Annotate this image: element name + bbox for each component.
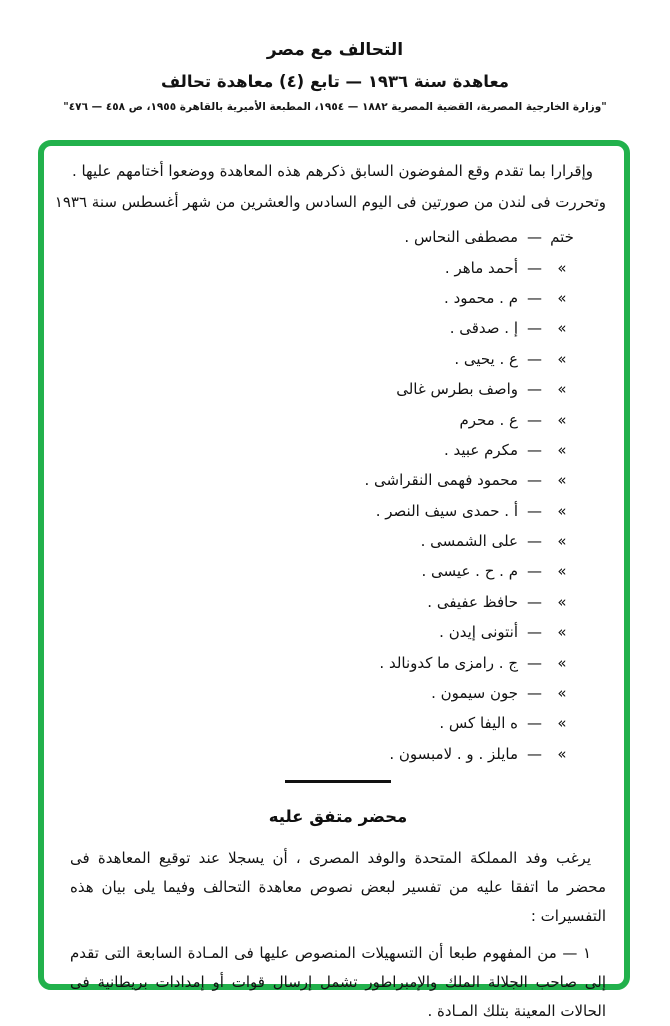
signature-name: مكرم عبيد .	[443, 440, 518, 459]
signature-ditto-mark: »	[557, 349, 567, 368]
signature-ditto-mark: »	[557, 471, 567, 490]
signature-dash: —	[527, 258, 542, 277]
interpretation-item-1: ١ — من المفهوم طبعا أن التسهيلات المنصوص عليها فى المـادة السابعة التى تقدم إلى صاحب الجلالة الملك والإمبراطور تشمل إرسال قوات أو إمدادات بريطانية فى الحالات المعينة بتلك المـادة .	[70, 944, 606, 1021]
signature-dash: —	[527, 319, 542, 338]
signature-row	[70, 222, 582, 252]
treaty-subtitle: معاهدة سنة ١٩٣٦ — تابع (٤) معاهدة تحالف	[160, 72, 510, 91]
section-heading: محضر متفق عليه	[268, 807, 408, 827]
signature-ditto-mark: »	[557, 714, 567, 733]
signature-name: ه اليفا كس .	[439, 714, 518, 733]
signature-ditto-mark: »	[557, 288, 567, 307]
signature-name: واصف بطرس غالى	[396, 380, 518, 399]
signature-dash: —	[527, 410, 542, 429]
signature-row	[70, 526, 582, 556]
signature-name: أ . حمدى سيف النصر .	[375, 501, 518, 520]
signature-row	[70, 435, 582, 465]
agreed-minute-paragraph: يرغب وفد المملكة المتحدة والوفد المصرى ، أن يسجلا عند توقيع المعاهدة فى محضر ما اتفقا عليه من تفسير لبعض نصوص معاهدة التحالف وفيما يلى بيان هذه التفسيرات :	[70, 849, 606, 926]
signature-row	[70, 313, 582, 343]
signature-name: ج . رامزى ما كدونالد .	[379, 653, 518, 672]
signature-name: ع . محرم	[459, 410, 518, 429]
signature-dash: —	[527, 623, 542, 642]
signature-dash: —	[527, 440, 542, 459]
signature-row	[70, 404, 582, 434]
source-citation: "وزارة الخارجية المصرية، القضية المصرية ١٨٨٢ — ١٩٥٤، المطبعة الأميرية بالقاهرة ١٩٥٥، ص ٤٥٨ — ٤٧٦"	[63, 101, 607, 113]
signature-ditto-mark: »	[557, 380, 567, 399]
signature-dash: —	[527, 562, 542, 581]
signature-name: أنتونى إيدن .	[439, 623, 518, 642]
signature-dash: —	[527, 714, 542, 733]
signature-ditto-mark: »	[557, 744, 567, 763]
signature-row	[70, 344, 582, 374]
signature-row	[70, 708, 582, 738]
signature-dash: —	[527, 684, 542, 703]
signature-dash: —	[527, 501, 542, 520]
signature-row	[70, 556, 582, 586]
signature-row	[70, 647, 582, 677]
signature-dash: —	[527, 653, 542, 672]
signature-ditto-mark: »	[557, 592, 567, 611]
signature-ditto-mark: »	[557, 532, 567, 551]
signature-name: م . محمود .	[444, 288, 518, 307]
signature-ditto-mark: »	[557, 440, 567, 459]
signature-dash: —	[527, 228, 542, 247]
signature-name: ع . يحيى .	[454, 349, 518, 368]
signature-row	[70, 617, 582, 647]
page-title: التحالف مع مصر	[266, 40, 404, 60]
signature-dash: —	[527, 471, 542, 490]
closing-line-2: وتحررت فى لندن من صورتين فى اليوم السادس والعشرين من شهر أغسطس سنة ١٩٣٦	[54, 193, 606, 211]
frame-content	[44, 146, 624, 1021]
signature-dash: —	[527, 532, 542, 551]
signature-list	[70, 222, 582, 769]
signature-row	[70, 283, 582, 313]
signature-ditto-mark: »	[557, 623, 567, 642]
document-header	[0, 40, 670, 113]
signature-ditto-mark: »	[557, 684, 567, 703]
signature-ditto-mark: »	[557, 258, 567, 277]
signature-ditto-mark: »	[557, 410, 567, 429]
signature-row	[70, 252, 582, 282]
closing-paragraph	[54, 156, 606, 218]
signature-ditto-mark: »	[557, 562, 567, 581]
signature-name: أحمد ماهر .	[444, 258, 518, 277]
signature-name: م . ح . عيسى .	[421, 562, 518, 581]
signature-row	[70, 496, 582, 526]
signature-dash: —	[527, 592, 542, 611]
signature-name: جون سيمون .	[431, 684, 518, 703]
signature-name: حافظ عفيفى .	[427, 592, 518, 611]
signature-ditto-mark: ختم	[550, 228, 574, 247]
green-frame	[38, 140, 630, 1021]
signature-row	[70, 587, 582, 617]
signature-dash: —	[527, 349, 542, 368]
signature-name: على الشمسى .	[420, 532, 518, 551]
separator-rule	[285, 780, 391, 783]
signature-row	[70, 678, 582, 708]
signature-dash: —	[527, 380, 542, 399]
signature-name: مايلز . و . لامبسون .	[389, 744, 518, 763]
signature-ditto-mark: »	[557, 319, 567, 338]
signature-ditto-mark: »	[557, 653, 567, 672]
signature-row	[70, 465, 582, 495]
signature-name: مصطفى النحاس .	[404, 228, 518, 247]
signature-dash: —	[527, 744, 542, 763]
signature-name: إ . صدقى .	[449, 319, 518, 338]
signature-name: محمود فهمى النقراشى .	[364, 471, 518, 490]
closing-line-1: وإقرارا بما تقدم وقع المفوضون السابق ذكرهم هذه المعاهدة ووضعوا أختامهم عليها .	[71, 162, 593, 180]
signature-dash: —	[527, 288, 542, 307]
signature-row	[70, 739, 582, 769]
signature-row	[70, 374, 582, 404]
signature-ditto-mark: »	[557, 501, 567, 520]
